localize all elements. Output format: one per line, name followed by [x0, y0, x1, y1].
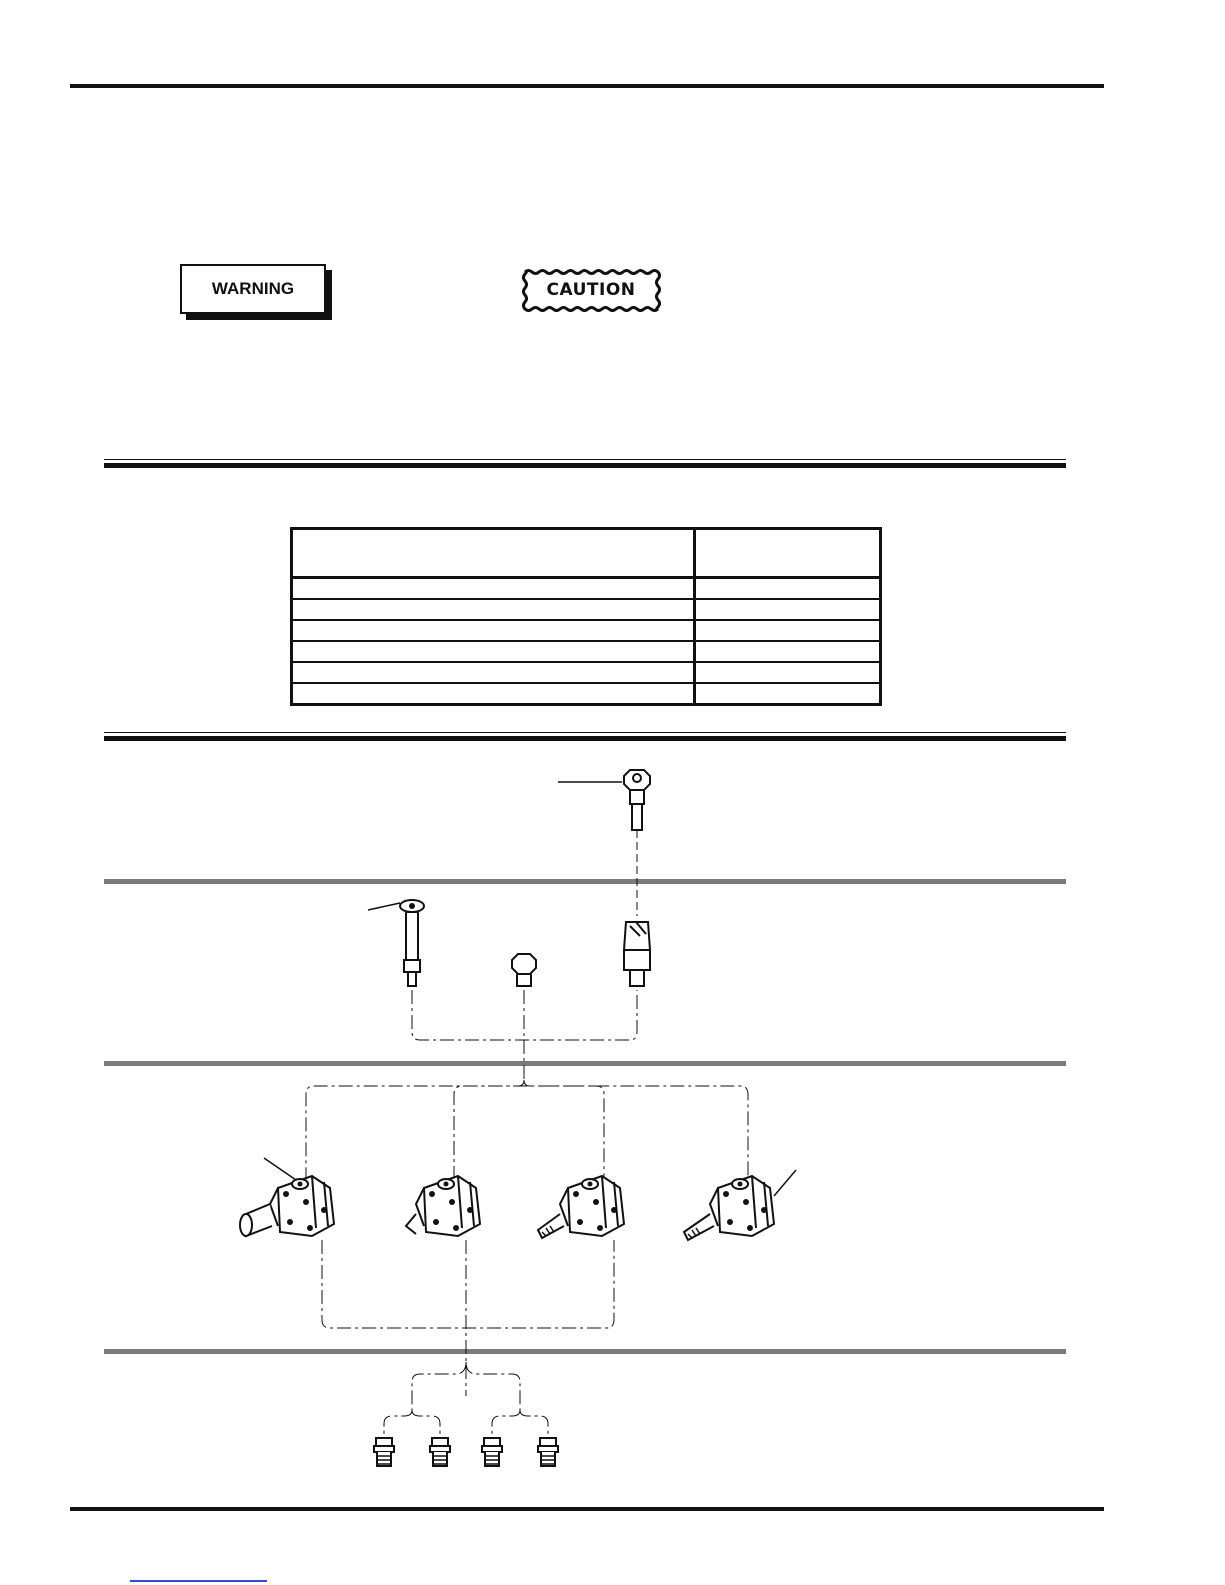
regulator-4 — [684, 1170, 796, 1240]
end-fitting-4 — [538, 1438, 558, 1466]
end-fitting-3 — [482, 1438, 502, 1466]
end-fitting-2 — [430, 1438, 450, 1466]
caution-badge-label: CAUTION — [546, 280, 636, 300]
link-underline[interactable] — [130, 1580, 267, 1582]
connector-lines — [306, 990, 748, 1436]
end-fitting-1 — [374, 1438, 394, 1466]
top-adapter — [558, 770, 650, 916]
regulator-1 — [240, 1158, 334, 1236]
long-bolt-fitting — [368, 900, 424, 986]
regulator-3 — [538, 1176, 624, 1238]
valve-fitting — [624, 922, 650, 986]
regulator-2 — [406, 1176, 480, 1236]
footer-rule — [70, 1507, 1104, 1511]
warning-badge-label: WARNING — [211, 279, 295, 298]
short-nut-fitting — [512, 954, 536, 986]
